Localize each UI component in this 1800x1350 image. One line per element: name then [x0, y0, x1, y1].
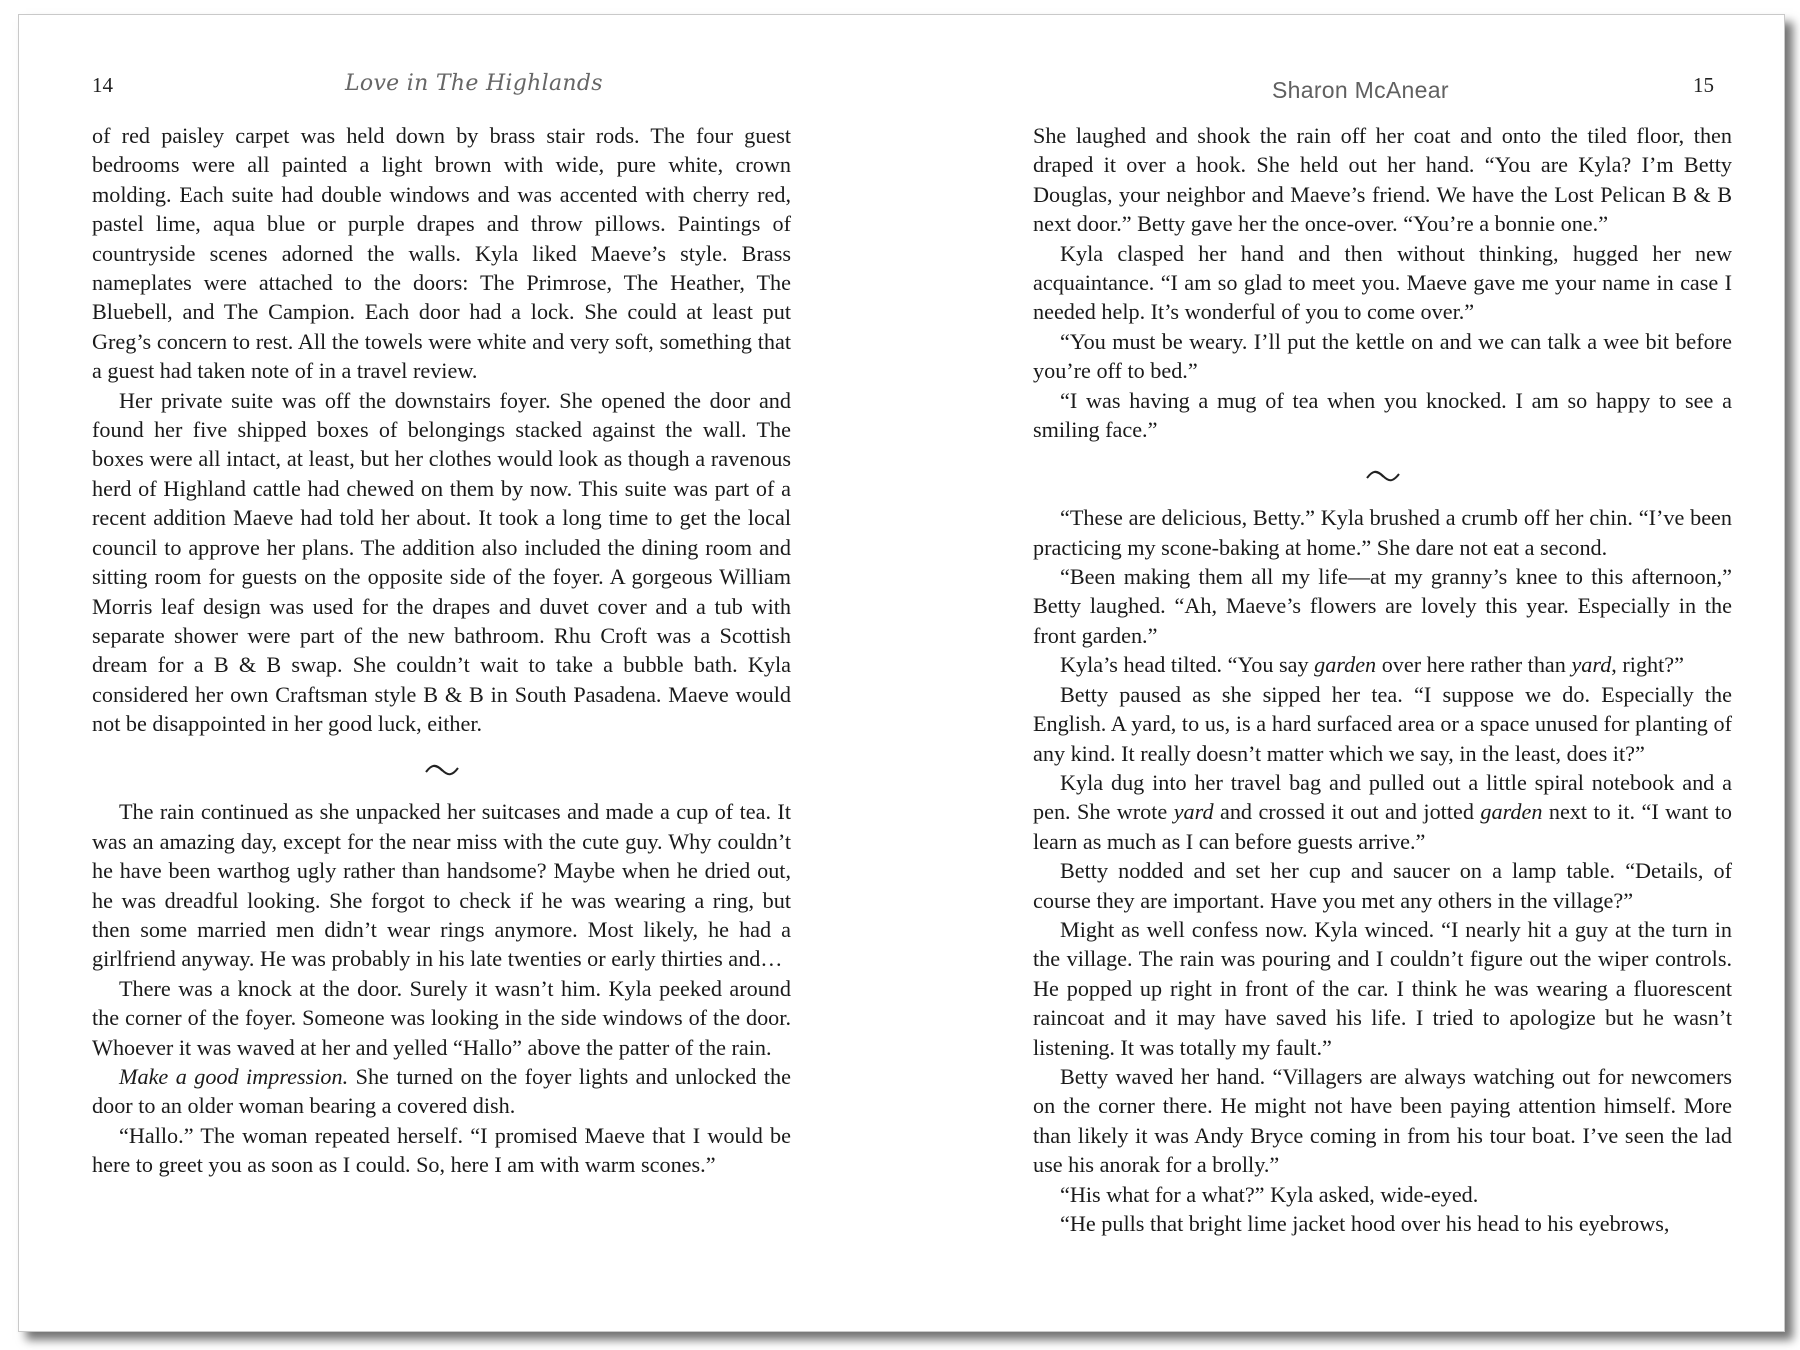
paragraph: of red paisley carpet was held down by brass stair rods. The four guest bedrooms were all painted a light brown with wide, pure white, crown molding. Each suite had double windows and was accented with cherry red, pastel lime, aqua blue or purple drapes and throw pillows. Paintings of countryside scenes adorned the walls. Kyla liked Maeve’s style. Brass nameplates were attached to the doors: The Primrose, The Heather, The Bluebell, and The Campion. Each door had a lock. She could at least put Greg’s concern to rest. All the towels were white and very soft, something that a guest had taken note of in a travel review. — [92, 123, 791, 384]
italic-text: Make a good impression. — [119, 1063, 349, 1089]
running-head-title: Love in The Highlands — [345, 71, 603, 96]
text-run: Kyla dug into her travel bag and pulled out a little spiral notebook and a pen. She wrote — [1033, 769, 1732, 825]
paragraph: Betty nodded and set her cup and saucer on a lamp table. “Details, of course they are important. Have you met any others in the village?” — [1033, 858, 1732, 913]
paragraph: “You must be weary. I’ll put the kettle on and we can talk a wee bit before you’re off to bed.” — [1033, 328, 1732, 384]
right-page — [902, 15, 1784, 1331]
italic-text: garden — [1314, 652, 1377, 678]
text-run: over here rather than — [1376, 652, 1572, 678]
paragraph: “I was having a mug of tea when you knocked. I am so happy to see a smiling face.” — [1033, 387, 1732, 443]
text-run: and crossed it out and jotted — [1213, 799, 1481, 825]
text-run: She turned on the foyer lights and unlocked the door to an older woman bearing a covered dish. — [92, 1063, 791, 1119]
paragraph: Betty paused as she sipped her tea. “I suppose we do. Especially the English. A yard, to us, is a hard surfaced area or a space unused for planting of any kind. It really doesn’t matter which we say, in the least, does it?” — [1033, 681, 1732, 766]
book-spread — [18, 14, 1785, 1332]
paragraph: “He pulls that bright lime jacket hood over his head to his eyebrows, — [1060, 1211, 1670, 1237]
paragraph: “Hallo.” The woman repeated herself. “I promised Maeve that I would be here to greet you as soon as I could. So, here I am with warm scones.” — [92, 1122, 791, 1178]
paragraph — [1033, 768, 1732, 856]
text-run: next to it. “I want to learn as much as I can before guests arrive.” — [1033, 799, 1732, 854]
paragraph: “His what for a what?” Kyla asked, wide-eyed. — [1060, 1181, 1479, 1207]
section-break-ornament-icon — [1033, 444, 1732, 503]
page-number: 15 — [1693, 73, 1714, 97]
running-head-author: Sharon McAnear — [1272, 77, 1449, 103]
paragraph: Might as well confess now. Kyla winced. “I nearly hit a guy at the turn in the village. The rain was pouring and I couldn’t figure out the wiper controls. He popped up right in front of the car. I think he was wearing a fluorescent raincoat and it may have saved his life. I tried to apologize but he wasn’t listening. It was totally my fault.” — [1033, 916, 1732, 1060]
paragraph: The rain continued as she unpacked her suitcases and made a cup of tea. It was an amazing day, except for the near miss with the cute guy. Why couldn’t he have been warthog ugly rather than handsome? Maybe when he dried out, he was dreadful looking. She forgot to check if he was wearing a ring, but then some married men didn’t wear rings anymore. Most likely, he had a girlfriend anyway. He was probably in his late twenties or early thirties and… — [92, 799, 791, 972]
paragraph: Her private suite was off the downstairs foyer. She opened the door and found her five shipped boxes of belongings stacked against the wall. The boxes were all intact, at least, but her clothes would look as though a ravenous herd of Highland cattle had chewed on them by now. This suite was part of a recent addition Maeve had told her about. It took a long time to get the local council to approve her plans. The addition also included the dining room and sitting room for guests on the opposite side of the foyer. A gorgeous William Morris leaf design was used for the drapes and duvet cover and a tub with separate shower were part of the new bathroom. Rhu Croft was a Scottish dream for a B & B swap. She couldn’t wait to take a bubble bath. Kyla considered her own Craftsman style B & B in South Pasadena. Maeve would not be disappointed in her good luck, either. — [92, 387, 791, 737]
text-run: Kyla’s head tilted. “You say — [1060, 652, 1315, 678]
paragraph — [92, 1062, 791, 1121]
section-break-ornament-icon — [92, 739, 791, 798]
paragraph: She laughed and shook the rain off her coat and onto the tiled floor, then draped it over a hook. She held out her hand. “You are Kyla? I’m Betty Douglas, your neighbor and Maeve’s friend. We have the Lost Pelican B & B next door.” Betty gave her the once-over. “You’re a bonnie one.” — [1033, 123, 1732, 237]
paragraph: There was a knock at the door. Surely it wasn’t him. Kyla peeked around the corner of the foyer. Someone was looking in the side windows of the door. Whoever it was waved at her and yelled “Hallo” above the patter of the rain. — [92, 975, 791, 1060]
text-run: , right?” — [1611, 652, 1684, 678]
paragraph: Betty waved her hand. “Villagers are always watching out for newcomers on the corner there. He might not have been paying attention himself. More than likely it was Andy Bryce coming in from his tour boat. I’ve seen the lad use his anorak for a brolly.” — [1033, 1063, 1732, 1178]
paragraph — [1033, 650, 1732, 679]
italic-text: yard — [1173, 799, 1214, 825]
italic-text: yard — [1571, 652, 1612, 678]
body-text — [1033, 121, 1732, 1238]
italic-text: garden — [1480, 799, 1543, 825]
paragraph: Kyla clasped her hand and then without thinking, hugged her new acquaintance. “I am so glad to meet you. Maeve gave me your name in case I needed help. It’s wonderful of you to come over.” — [1033, 240, 1732, 325]
body-text — [92, 121, 791, 1180]
paragraph: “Been making them all my life—at my granny’s knee to this afternoon,” Betty laughed. “Ah, Maeve’s flowers are lovely this year. Especially in the front garden.” — [1033, 564, 1732, 648]
left-page — [19, 15, 901, 1331]
page-number: 14 — [92, 73, 113, 97]
paragraph: “These are delicious, Betty.” Kyla brushed a crumb off her chin. “I’ve been practicing my scone-baking at home.” She dare not eat a second. — [1033, 505, 1732, 560]
